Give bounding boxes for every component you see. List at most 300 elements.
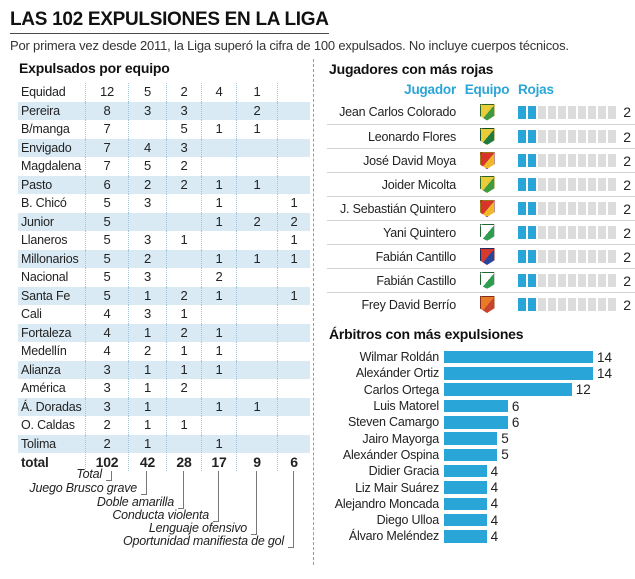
rojas-squares (518, 130, 618, 143)
empty-square-icon (568, 178, 576, 191)
team-cell: 2 (128, 342, 166, 361)
footnote-connector-line (141, 471, 147, 495)
team-cell: 2 (85, 416, 128, 435)
empty-square-icon (548, 130, 556, 143)
rojas-count: 2 (623, 224, 631, 241)
team-cell: 3 (166, 139, 201, 158)
empty-square-icon (558, 202, 566, 215)
footnote-connector-line (106, 471, 112, 481)
team-cell (277, 305, 310, 324)
bar-row (327, 496, 635, 512)
bar-row (327, 528, 635, 544)
empty-square-icon (538, 202, 546, 215)
team-cell: 2 (277, 213, 310, 232)
empty-square-icon (598, 106, 606, 119)
team-cell (277, 120, 310, 139)
team-badge-pereira-icon (480, 200, 495, 217)
table-row (18, 361, 310, 380)
expulsions-bar (444, 416, 508, 429)
team-cell: 2 (166, 287, 201, 306)
team-cell (277, 324, 310, 343)
rojas-squares (518, 226, 618, 239)
team-cell: 8 (85, 102, 128, 121)
team-cell: 5 (85, 213, 128, 232)
footnote-connector-line (251, 471, 257, 535)
team-cell: 2 (166, 176, 201, 195)
team-cell (277, 398, 310, 417)
empty-square-icon (548, 202, 556, 215)
team-cell: 1 (128, 435, 166, 454)
empty-square-icon (588, 226, 596, 239)
empty-square-icon (538, 154, 546, 167)
list-item (327, 268, 635, 292)
empty-square-icon (588, 154, 596, 167)
rojas-squares (518, 178, 618, 191)
team-cell: 1 (201, 250, 236, 269)
red-card-square-icon (518, 274, 526, 287)
referee-name: Liz Mair Suárez (355, 480, 439, 495)
referee-name: Luis Matorel (373, 399, 439, 414)
team-cell (236, 157, 277, 176)
player-name: Leonardo Flores (367, 129, 456, 144)
team-name: O. Caldas (21, 418, 75, 432)
empty-square-icon (578, 154, 586, 167)
empty-square-icon (558, 178, 566, 191)
expulsions-bar (444, 432, 497, 445)
empty-square-icon (558, 106, 566, 119)
team-cell: 3 (166, 102, 201, 121)
empty-square-icon (588, 298, 596, 311)
team-name: Alianza (21, 362, 61, 377)
team-cell (201, 102, 236, 121)
team-cell: 1 (166, 342, 201, 361)
referees-title: Árbitros con más expulsiones (329, 326, 524, 342)
team-cell: 2 (166, 324, 201, 343)
col-header-jugador: Jugador (404, 82, 456, 97)
table-row (18, 176, 310, 195)
empty-square-icon (608, 226, 616, 239)
team-cell: 1 (201, 342, 236, 361)
team-badge-cali-icon (480, 224, 495, 241)
expulsions-count: 4 (490, 463, 499, 479)
team-cell (166, 213, 201, 232)
expulsions-count: 5 (501, 431, 509, 447)
expulsions-bar (444, 530, 487, 543)
rojas-count: 2 (623, 176, 631, 193)
players-header-row (327, 82, 635, 98)
table-row (18, 231, 310, 250)
team-table (18, 83, 310, 471)
team-cell: 2 (201, 268, 236, 287)
table-row (18, 324, 310, 343)
table-row (18, 398, 310, 417)
bar-row (327, 349, 635, 365)
team-cell: 1 (201, 287, 236, 306)
empty-square-icon (558, 154, 566, 167)
team-cell (277, 361, 310, 380)
bar-row (327, 398, 635, 414)
page-title: LAS 102 EXPULSIONES EN LA LIGA (10, 9, 329, 34)
players-title: Jugadores con más rojas (329, 61, 494, 77)
team-cell: 5 (166, 120, 201, 139)
empty-square-icon (548, 250, 556, 263)
empty-square-icon (608, 202, 616, 215)
table-row (18, 83, 310, 102)
team-cell: 2 (166, 83, 201, 102)
red-card-square-icon (518, 154, 526, 167)
empty-square-icon (578, 106, 586, 119)
empty-square-icon (578, 202, 586, 215)
team-cell: 1 (236, 250, 277, 269)
table-row (18, 342, 310, 361)
team-cell: 1 (236, 176, 277, 195)
team-cell (277, 139, 310, 158)
empty-square-icon (598, 226, 606, 239)
team-cell: 1 (201, 361, 236, 380)
red-card-square-icon (518, 178, 526, 191)
team-cell (236, 268, 277, 287)
list-item (327, 292, 635, 316)
empty-square-icon (588, 130, 596, 143)
table-row (18, 102, 310, 121)
right-column (313, 59, 635, 565)
total-cell: 17 (201, 454, 236, 471)
team-cell: 4 (85, 324, 128, 343)
empty-square-icon (578, 298, 586, 311)
team-cell: 3 (128, 194, 166, 213)
team-cell (166, 250, 201, 269)
red-card-square-icon (528, 274, 536, 287)
empty-square-icon (568, 130, 576, 143)
team-cell (277, 83, 310, 102)
rojas-squares (518, 202, 618, 215)
team-table-rows (18, 83, 310, 453)
player-name: Frey David Berrío (361, 297, 456, 312)
team-cell (236, 342, 277, 361)
team-cell (236, 435, 277, 454)
team-name: Equidad (21, 85, 66, 99)
rojas-count: 2 (623, 296, 631, 313)
team-cell: 3 (85, 361, 128, 380)
total-cell: 6 (277, 454, 310, 471)
team-cell (277, 342, 310, 361)
team-cell: 2 (166, 157, 201, 176)
rojas-squares (518, 154, 618, 167)
team-cell: 1 (201, 324, 236, 343)
footnote-label: Juego Brusco grave (29, 481, 137, 495)
red-card-square-icon (518, 298, 526, 311)
team-cell: 2 (236, 213, 277, 232)
red-card-square-icon (528, 226, 536, 239)
total-cell: 42 (128, 454, 166, 471)
table-row (18, 157, 310, 176)
table-row (18, 268, 310, 287)
team-badge-union-magdalena-icon (480, 248, 495, 265)
rojas-squares (518, 298, 618, 311)
team-cell: 1 (201, 213, 236, 232)
empty-square-icon (548, 178, 556, 191)
team-cell (166, 398, 201, 417)
team-cell (236, 361, 277, 380)
footnote-connector-line (178, 471, 184, 509)
table-row (18, 416, 310, 435)
empty-square-icon (578, 178, 586, 191)
team-cell: 2 (128, 250, 166, 269)
empty-square-icon (558, 274, 566, 287)
footnote-label: Lenguaje ofensivo (148, 521, 247, 535)
red-card-square-icon (528, 202, 536, 215)
team-cell: 5 (85, 268, 128, 287)
team-cell (128, 213, 166, 232)
team-badge-envigado-icon (480, 296, 495, 313)
bar-row (327, 512, 635, 528)
team-cell (236, 231, 277, 250)
team-name: Tolima (21, 436, 56, 451)
rojas-count: 2 (623, 200, 631, 217)
list-item (327, 244, 635, 268)
team-cell: 1 (128, 324, 166, 343)
col-header-rojas: Rojas (518, 82, 554, 97)
team-cell: 1 (201, 398, 236, 417)
red-card-square-icon (518, 250, 526, 263)
empty-square-icon (568, 154, 576, 167)
expulsions-bar (444, 481, 487, 494)
team-cell: 7 (85, 157, 128, 176)
empty-square-icon (568, 202, 576, 215)
team-cell (236, 194, 277, 213)
expulsions-bar (444, 367, 593, 380)
expulsions-bar (444, 383, 572, 396)
team-cell: 1 (201, 435, 236, 454)
empty-square-icon (548, 154, 556, 167)
team-name: Envigado (21, 140, 72, 155)
total-cell: 9 (236, 454, 277, 471)
table-row (18, 120, 310, 139)
team-name: Pereira (21, 103, 60, 118)
rojas-squares (518, 274, 618, 287)
team-cell (277, 416, 310, 435)
referee-name: Alejandro Moncada (334, 496, 439, 511)
col-header-equipo: Equipo (464, 82, 510, 97)
rojas-squares (518, 106, 618, 119)
team-badge-equidad-icon (480, 104, 495, 121)
team-cell: 5 (85, 194, 128, 213)
empty-square-icon (598, 298, 606, 311)
empty-square-icon (558, 130, 566, 143)
team-table-title: Expulsados por equipo (19, 60, 170, 76)
empty-square-icon (538, 250, 546, 263)
team-name: Millonarios (21, 251, 79, 266)
team-cell (201, 379, 236, 398)
expulsions-count: 4 (490, 512, 499, 528)
team-cell: 1 (201, 194, 236, 213)
table-row (18, 213, 310, 232)
rojas-count: 2 (623, 152, 631, 169)
team-cell (201, 157, 236, 176)
team-badge-equidad-icon (480, 176, 495, 193)
team-cell: 5 (128, 157, 166, 176)
rojas-count: 2 (623, 128, 631, 145)
team-badge-pereira-icon (480, 152, 495, 169)
total-cell: 28 (166, 454, 201, 471)
team-cell: 4 (201, 83, 236, 102)
player-name: J. Sebastián Quintero (339, 201, 456, 216)
team-cell: 3 (128, 231, 166, 250)
footnote-label: Total (76, 467, 102, 481)
empty-square-icon (568, 106, 576, 119)
team-name: B. Chicó (21, 196, 67, 210)
team-cell: 1 (166, 416, 201, 435)
total-label: total (21, 455, 49, 470)
team-cell: 1 (128, 361, 166, 380)
team-cell: 2 (166, 379, 201, 398)
empty-square-icon (538, 226, 546, 239)
empty-square-icon (598, 178, 606, 191)
team-cell (236, 324, 277, 343)
team-cell: 7 (85, 120, 128, 139)
expulsions-count: 4 (490, 496, 499, 512)
team-cell: 1 (166, 305, 201, 324)
red-card-square-icon (528, 154, 536, 167)
team-cell (128, 120, 166, 139)
empty-square-icon (588, 202, 596, 215)
footnote-connector-line (288, 471, 294, 548)
team-cell: 1 (128, 416, 166, 435)
empty-square-icon (538, 130, 546, 143)
empty-square-icon (548, 298, 556, 311)
team-cell: 6 (85, 176, 128, 195)
expulsions-count: 5 (501, 447, 509, 463)
table-row (18, 194, 310, 213)
empty-square-icon (598, 154, 606, 167)
player-name: Jean Carlos Colorado (339, 105, 456, 119)
rojas-count: 2 (623, 272, 631, 289)
empty-square-icon (578, 250, 586, 263)
red-card-square-icon (518, 130, 526, 143)
empty-square-icon (568, 298, 576, 311)
list-item (327, 220, 635, 244)
rojas-count: 2 (623, 248, 631, 265)
empty-square-icon (548, 106, 556, 119)
list-item (327, 100, 635, 124)
bar-row (327, 447, 635, 463)
footnote-label: Doble amarilla (96, 495, 174, 509)
team-name: Pasto (21, 177, 52, 192)
table-row (18, 139, 310, 158)
team-name: América (21, 381, 66, 395)
empty-square-icon (548, 226, 556, 239)
team-cell: 1 (201, 120, 236, 139)
team-cell: 3 (128, 102, 166, 121)
team-cell (201, 231, 236, 250)
red-card-square-icon (528, 250, 536, 263)
team-cell (166, 435, 201, 454)
list-item (327, 124, 635, 148)
empty-square-icon (578, 274, 586, 287)
red-card-square-icon (528, 130, 536, 143)
team-cell: 3 (128, 268, 166, 287)
empty-square-icon (538, 106, 546, 119)
expulsions-count: 14 (597, 349, 613, 365)
referee-name: Alexánder Ospina (342, 447, 439, 462)
team-cell (166, 268, 201, 287)
team-cell: 3 (85, 398, 128, 417)
footnote-label: Conducta violenta (112, 508, 209, 522)
table-row (18, 250, 310, 269)
empty-square-icon (568, 250, 576, 263)
empty-square-icon (578, 226, 586, 239)
team-name: Nacional (21, 270, 69, 284)
empty-square-icon (568, 226, 576, 239)
empty-square-icon (538, 298, 546, 311)
referee-name: Carlos Ortega (363, 382, 439, 397)
red-card-square-icon (518, 202, 526, 215)
table-row (18, 379, 310, 398)
expulsions-bar (444, 498, 487, 511)
empty-square-icon (598, 202, 606, 215)
team-cell (236, 139, 277, 158)
team-name: Santa Fe (21, 288, 71, 303)
empty-square-icon (538, 178, 546, 191)
team-cell: 1 (277, 250, 310, 269)
empty-square-icon (588, 106, 596, 119)
list-item (327, 196, 635, 220)
empty-square-icon (538, 274, 546, 287)
expulsions-bar (444, 351, 593, 364)
referees-bar-chart (327, 349, 635, 545)
empty-square-icon (608, 178, 616, 191)
team-cell: 1 (128, 379, 166, 398)
red-card-square-icon (528, 298, 536, 311)
team-cell: 3 (128, 305, 166, 324)
team-cell: 4 (85, 342, 128, 361)
referee-name: Álvaro Meléndez (348, 529, 439, 544)
team-cell: 1 (277, 287, 310, 306)
team-cell: 5 (85, 231, 128, 250)
expulsions-count: 14 (597, 365, 613, 381)
empty-square-icon (568, 274, 576, 287)
table-row (18, 287, 310, 306)
referee-name: Diego Ulloa (376, 513, 439, 528)
team-cell: 4 (128, 139, 166, 158)
list-item (327, 148, 635, 172)
empty-square-icon (588, 178, 596, 191)
team-cell: 1 (236, 120, 277, 139)
team-name: Fortaleza (21, 325, 72, 340)
player-name: José David Moya (363, 153, 456, 168)
team-cell (201, 139, 236, 158)
team-cell: 1 (201, 176, 236, 195)
team-cell: 2 (85, 435, 128, 454)
list-item (327, 172, 635, 196)
empty-square-icon (608, 130, 616, 143)
bar-row (327, 365, 635, 381)
expulsions-bar (444, 400, 508, 413)
red-card-square-icon (528, 106, 536, 119)
expulsions-count: 4 (490, 528, 499, 544)
team-cell (277, 435, 310, 454)
team-cell: 1 (166, 361, 201, 380)
player-name: Fabián Cantillo (375, 249, 456, 264)
team-name: B/manga (21, 122, 70, 136)
team-badge-cali-icon (480, 272, 495, 289)
team-cell: 1 (128, 398, 166, 417)
team-cell: 4 (85, 305, 128, 324)
team-name: Medellín (21, 344, 67, 358)
team-cell: 1 (166, 231, 201, 250)
players-list (327, 100, 635, 316)
red-card-square-icon (528, 178, 536, 191)
